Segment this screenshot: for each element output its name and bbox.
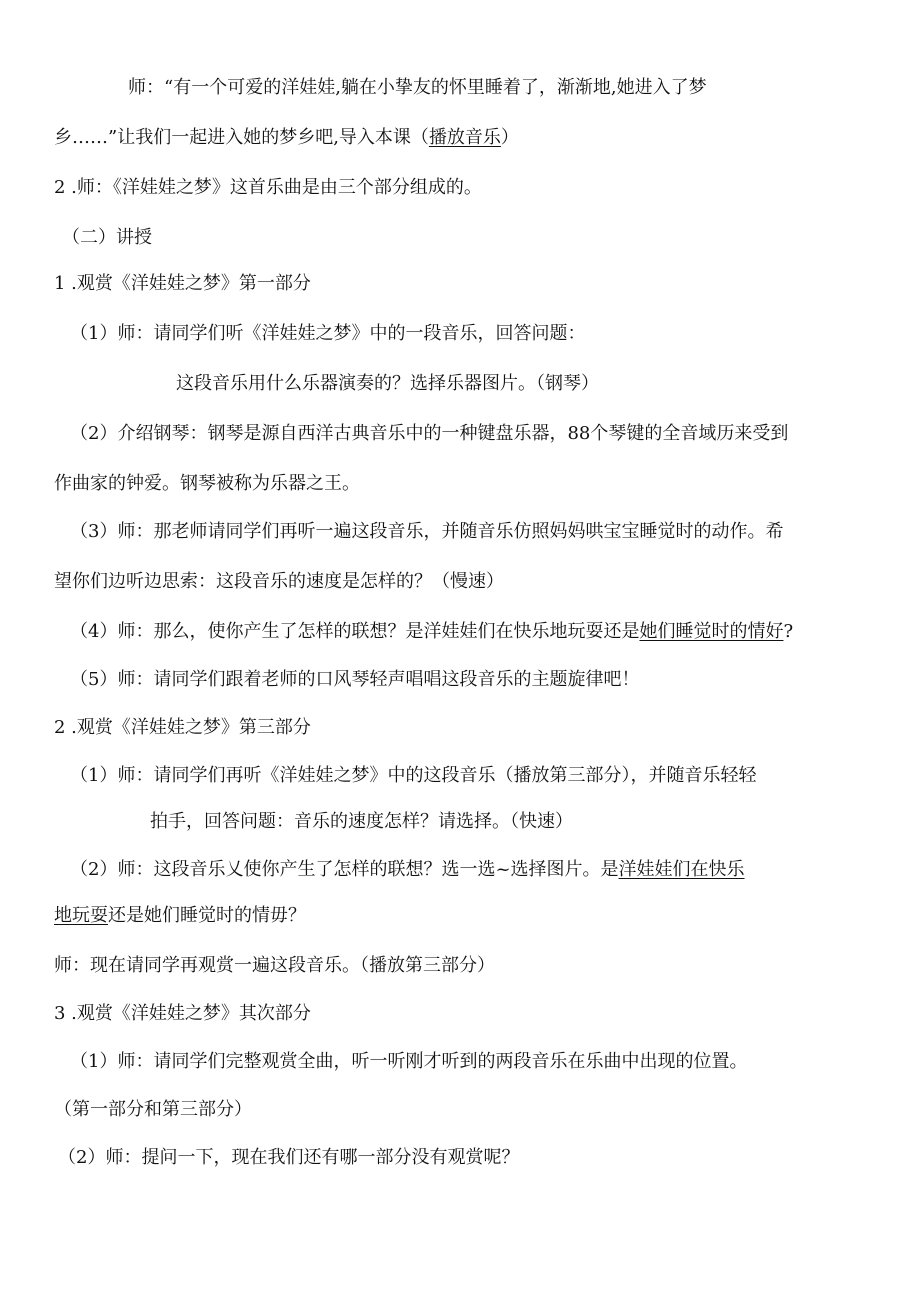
paragraph-line: 作曲家的钟爱。钢琴被称为乐器之王。 [54,473,360,494]
section-item: 1 .观赏《洋娃娃之梦》第一部分 [54,273,311,294]
paragraph-line: （第一部分和第三部分） [54,1099,252,1120]
paragraph-line: 乡……”让我们一起进入她的梦乡吧,导入本课（播放音乐） [54,127,519,148]
paragraph-line: 这段音乐用什么乐器演奏的？选择乐器图片。（钢琴） [176,373,599,394]
paragraph-line: 拍手，回答问题：音乐的速度怎样？请选择。（快速） [150,811,573,832]
paragraph-line: 地玩耍还是她们睡觉时的情毋？ [54,905,306,926]
paragraph-line: （4）师：那么，使你产生了怎样的联想？是洋娃娃们在快乐地玩耍还是她们睡觉时的情好? [70,621,794,642]
paragraph-line: 师：现在请同学再观赏一遍这段音乐。（播放第三部分） [54,955,495,976]
underlined-text: 地玩耍 [54,905,108,926]
section-item: 3 .观赏《洋娃娃之梦》其次部分 [54,1003,311,1024]
paragraph-line: （1）师：请同学们再听《洋娃娃之梦》中的这段音乐（播放第三部分），并随音乐轻轻 [70,765,757,786]
underlined-text: 洋娃娃们在快乐 [618,859,745,880]
paragraph-line: （3）师：那老师请同学们再听一遍这段音乐，并随音乐仿照妈妈哄宝宝睡觉时的动作。希 [70,521,784,542]
section-item: 2 .观赏《洋娃娃之梦》第三部分 [54,717,311,738]
paragraph-line: （2）师：这段音乐乂使你产生了怎样的联想？选一选~选择图片。是洋娃娃们在快乐 [70,859,745,880]
paragraph-line: （1）师：请同学们听《洋娃娃之梦》中的一段音乐，回答问题： [70,323,586,344]
section-heading: （二）讲授 [62,227,152,248]
paragraph-line: （2）师：提问一下，现在我们还有哪一部分没有观赏呢？ [58,1147,520,1168]
underlined-text: 播放音乐 [428,127,501,148]
underlined-text: 她们睡觉时的情好 [639,621,784,642]
paragraph-line: 师：“有一个可爱的洋娃娃,躺在小挚友的怀里睡着了，渐渐地,她进入了梦 [128,77,707,98]
section-item: 2 .师：《洋娃娃之梦》这首乐曲是由三个部分组成的。 [54,177,482,198]
paragraph-line: （1）师：请同学们完整观赏全曲，听一听刚才听到的两段音乐在乐曲中出现的位置。 [70,1051,748,1072]
paragraph-line: 望你们边听边思索：这段音乐的速度是怎样的？（慢速） [54,571,504,592]
paragraph-line: （2）介绍钢琴：钢琴是源自西洋古典音乐中的一种键盘乐器，88个琴键的全音域历来受到 [70,423,789,444]
paragraph-line: （5）师：请同学们跟着老师的口风琴轻声唱唱这段音乐的主题旋律吧！ [70,669,640,690]
